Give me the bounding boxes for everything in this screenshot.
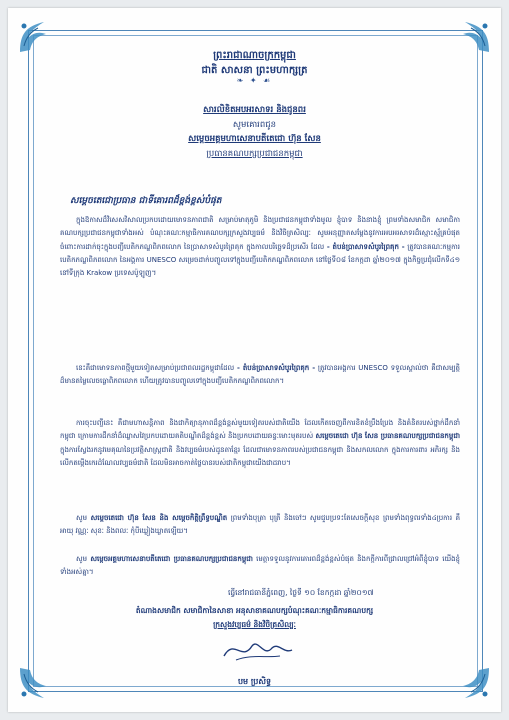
addressed-to: សូមគោរពជូន xyxy=(232,120,277,130)
ministry-name: ក្រសួងវប្បធម៌ និងវិចិត្រសិល្បៈ xyxy=(213,620,296,629)
national-motto: ជាតិ សាសនា ព្រះមហាក្សត្រ xyxy=(201,65,308,76)
paragraph-text: ក្នុងការស្វែងរកនូវមេគុណនៃប្រវត្តិសាស្ត្រជាតិ និងវប្បធម៌របស់ដូនតាខ្មែរ ដែលជាមោទនភាពរបស់ប្រជាជនកម្ពុជា និងសកលលោក ក្នុងការការពារ អភិរក្ស និងលើកតម្កើងកេរដំណែលវប្បធម៌ជាតិ ដែលមិនអាចកាត់ថ្លៃបានរបស់ជាតិកម្ពុជាយើងជាដរាប។ xyxy=(60,445,460,467)
paragraph-emphasis: - តំបន់ប្រាសាទសំបូរព្រៃគុក - xyxy=(326,242,405,251)
paragraph-text: ត្រូវបានគណៈកម្មការបេតិកភណ្ឌពិភពលោក នៃអង្គការ UNESCO សម្រេចដាក់បញ្ចូលទៅក្នុងបញ្ជីបេតិកភណ្ឌពិភពលោក នៅថ្ងៃទី០៨ ខែកក្កដា ឆ្នាំ២០១៧ ក្នុងកិច្ចប្រជុំលើកទី៤១ នៅទីក្រុង Krakow ប្រទេសប៉ូឡូញ។ xyxy=(60,242,460,278)
divider-ornament-icon: ❧ ✦ ☙ xyxy=(236,76,273,85)
document-type: សារលិខិតអបអរសាទរ និងជូនពរ xyxy=(203,105,306,115)
paragraph-text: មេត្តាទទួលនូវការគោរពដ៏ខ្ពង់ខ្ពស់បំផុត និងកក្តីការពីជ្រាលជ្រៅអំពីខ្ញុំបាទ យើងខ្ញុំទាំងអស់គ្នា។ xyxy=(60,555,460,577)
recipient-title: ប្រធានគណបក្សប្រជាជនកម្ពុជា xyxy=(206,149,303,159)
paragraph-text: នេះគឺជាមោទនភាពថ្មីមួយទៀតសម្រាប់ប្រជាពលរដ្ឋកម្ពុជាដែល xyxy=(76,364,235,372)
paragraph-emphasis: សម្តេចតេជោ ហ៊ុន សែន ប្រធានគណបក្សប្រជាជនកម្ពុជា xyxy=(315,432,460,441)
signature-stamp xyxy=(206,632,306,668)
paragraph-emphasis: សម្តេចតេជោ ហ៊ុន សែន និង សម្តេចកិត្តិព្រឹទ្ធបណ្ឌិត xyxy=(90,514,228,522)
body-paragraph xyxy=(60,362,460,389)
paragraph-text: ការចុះបញ្ជីនេះ គឺជាមហាសន្តិភាព និងជាកិត្យានុភាពដ៏ខ្ពង់ខ្ពស់មួយទៀតរបស់ជាតិយើង ដែលកើតចេញពីការខិតខំប្រឹងប្រែង និងគំនិតរបស់ថ្នាក់ដឹកនាំកម្ពុជា ក្រោមការដឹកនាំដ៏ឈ្លាសវៃប្រកបដោយគតិបណ្ឌិតដ៏ខ្ពង់ខ្ពស់ និងប្រកបដោយឆន្ទៈមោះមុតរបស់ xyxy=(60,419,460,441)
paragraph-text: សូម xyxy=(76,514,88,522)
body-paragraph xyxy=(60,214,460,280)
body-paragraph xyxy=(60,553,460,580)
signatory-name: បម ប្រសិទ្ធ xyxy=(237,677,272,686)
body-paragraph xyxy=(60,417,460,470)
paragraph-text: ក្នុងឱកាសដ៏វិសេសវិសាលប្រកបដោយមោទនភាពជាតិ សម្រាប់មាតុភូមិ និងប្រជាជនកម្ពុជាទាំងមូល ខ្ញុំបាទ និងនាងខ្ញុំ ព្រមទាំងសមាជិក សមាជិកាគណបក្សប្រជាជនកម្ពុជាទាំងអស់ បំណុះគណៈកម្មាធិការគណបក្សក្រសួងវប្បធម៌ និងវិចិត្រសិល្បៈ សូមអនុញ្ញាតសម្តែងនូវការអបអរសាទរដ៏ស្មោះស្ម័គ្របំផុត ចំពោះការដាក់ចុះក្នុងបញ្ជីបេតិកភណ្ឌពិភពលោក នៃប្រាសាទសំបូរព្រៃគុក ក្នុងកាលបរិច្ឆេទដ៏ប្រសើរ ដែល xyxy=(60,216,460,251)
recipient-name: សម្តេចអគ្គមហាសេនាបតីតេជោ ហ៊ុន សែន xyxy=(188,134,321,144)
paragraph-text: ព្រមទាំងបុត្រា បុត្រី និងចៅៗ សូមជួបប្រទះតែសេចក្តីសុខ ព្រមទាំងពុទ្ធពរទាំង៤ប្រការ គឺ អាយុ វណ្ណៈ សុខៈ និងពលៈ កុំបីឃ្លៀងឃ្លាតឡើយ។ xyxy=(60,514,461,536)
signatory-line: តំណាងសមាជិក សមាជិកានៃសាខា អនុសាខាគណបក្សបំណុះគណៈកម្មាធិការគណបក្ស xyxy=(135,606,374,615)
body-paragraph xyxy=(60,512,460,539)
kingdom-heading: ព្រះរាជាណាចក្រកម្ពុជា xyxy=(213,50,296,61)
paragraph-text: ត្រូវបានអង្គការ UNESCO ទទួលស្គាល់ថា គឺជាសម្បត្តិដ៏មានតម្លៃលេចធ្លោពិភពលោក ហើយត្រូវបានបញ្ចូលទៅក្នុងបញ្ជីបេតិកភណ្ឌពិភពលោក។ xyxy=(60,364,460,386)
paragraph-emphasis: សម្តេចអគ្គមហាសេនាបតីតេជោ ប្រធានគណបក្សប្រជាជនកម្ពុជា xyxy=(90,555,253,563)
salutation: សម្តេចតេជោប្រធាន ជាទីគោរពដ៏ខ្ពង់ខ្ពស់បំផុត xyxy=(70,196,222,206)
paragraph-emphasis: - តំបន់ប្រាសាទសំបូរព្រៃគុក - xyxy=(236,364,316,372)
paragraph-text: សូម xyxy=(76,555,88,563)
letter-page xyxy=(8,8,501,712)
letter-date: ធ្វើនៅរាជធានីភ្នំពេញ, ថ្ងៃទី ១០ ខែកក្កដា ឆ្នាំ២០១៧ xyxy=(228,588,374,597)
